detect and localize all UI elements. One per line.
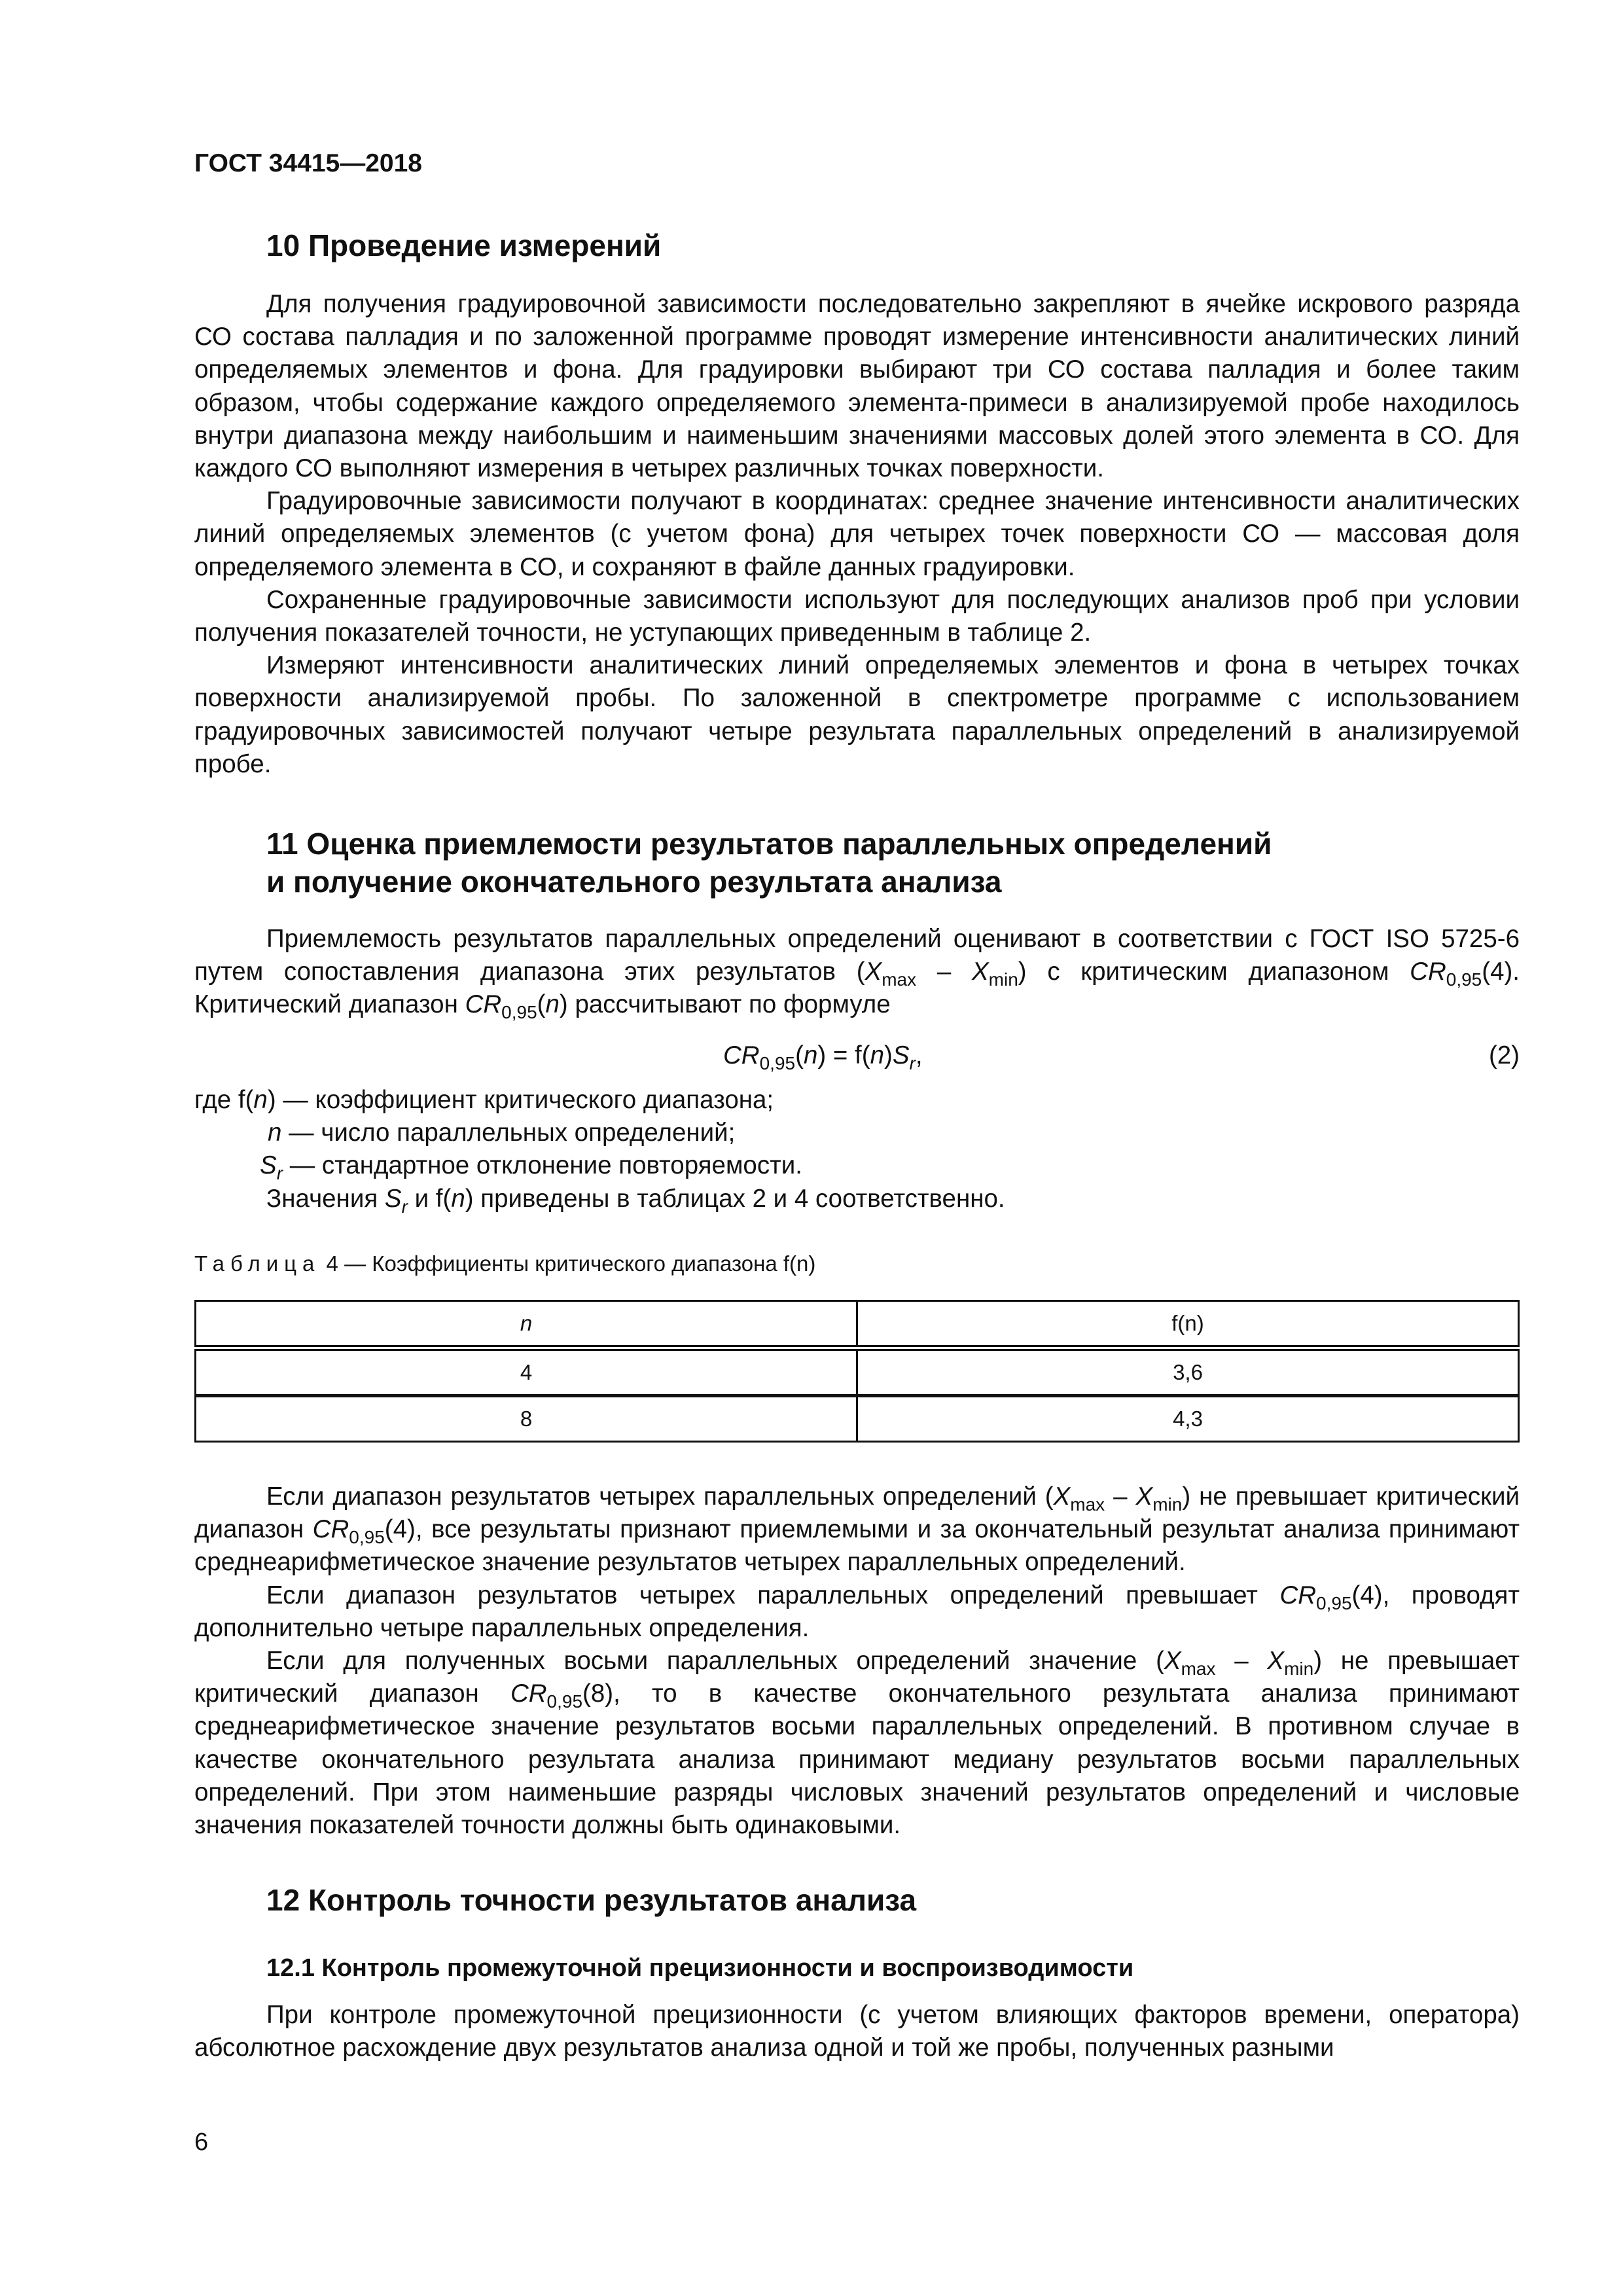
italic-symbol: X <box>1053 1482 1071 1511</box>
text-run: ( <box>795 1041 804 1069</box>
italic-symbol: CR <box>1279 1581 1317 1609</box>
table-header-row <box>196 1301 1519 1348</box>
text-run: – <box>916 958 972 986</box>
subscript-text: r <box>276 1163 283 1184</box>
italic-symbol: CR <box>312 1515 349 1544</box>
formula-number: (2) <box>1488 1041 1520 1069</box>
table-cell: 4 <box>196 1348 857 1396</box>
table-cell: 8 <box>196 1396 857 1442</box>
paragraph <box>194 1480 1520 1579</box>
italic-symbol: CR <box>465 990 502 1019</box>
subscript-text: r <box>909 1053 916 1073</box>
text-run: , <box>915 1041 923 1069</box>
italic-symbol: n <box>545 990 560 1019</box>
table-row <box>196 1348 1519 1396</box>
section-11-heading <box>266 825 1272 901</box>
caption-text: 4 — Коэффициенты критического диапазона f(n) <box>320 1251 816 1276</box>
paragraph <box>194 1579 1520 1645</box>
section-10-heading: 10 Проведение измерений <box>266 228 662 262</box>
italic-symbol: S <box>384 1184 402 1213</box>
text-run: Сохраненные градуировочные зависимости используют для последующих анализов проб при условии получения показателей точности, не уступающих приведенным в таблице 2. <box>194 585 1520 647</box>
subscript-text: 0,95 <box>1446 969 1482 990</box>
table-4 <box>194 1300 1520 1443</box>
paragraph <box>194 649 1520 781</box>
italic-symbol: n <box>870 1041 884 1069</box>
section-12-heading: 12 Контроль точности результатов анализа <box>266 1883 917 1917</box>
subscript-text: max <box>882 969 917 990</box>
text-run: ) = f( <box>817 1041 870 1069</box>
text-run: ) не превышает критический диапазон <box>194 1647 1520 1708</box>
subscript-text: 0,95 <box>759 1053 796 1073</box>
italic-symbol: CR <box>1410 958 1446 986</box>
text-run: Градуировочные зависимости получают в координатах: среднее значение интенсивности аналитических линий определяемых элементов (с учетом фона) для четырех точек поверхности СО — массовая доля определяемого элемента в СО, и сохраняют в файле данных градуировки. <box>194 487 1520 581</box>
italic-symbol: CR <box>723 1041 760 1069</box>
table-cell: 3,6 <box>857 1348 1519 1396</box>
italic-symbol: X <box>1135 1482 1153 1511</box>
subscript-text: 0,95 <box>546 1691 583 1712</box>
section-10-body <box>194 288 1520 781</box>
text-run: ) не превышает критический диапазон <box>194 1482 1520 1544</box>
section-11-intro <box>194 923 1520 1022</box>
italic-symbol: CR <box>510 1679 547 1708</box>
text-run: – <box>1105 1482 1136 1511</box>
legend-line <box>194 1084 1520 1117</box>
italic-symbol: n <box>253 1086 268 1114</box>
subscript-text: 0,95 <box>501 1002 537 1023</box>
text-run: Измеряют интенсивности аналитических линий определяемых элементов и фона в четырех точках поверхности анализируемой пробы. По заложенной в спектрометре программе с использованием градуировочных зависимостей получают четыре результата параллельных определений в анализируемой пробе. <box>194 651 1520 778</box>
subscript-text: min <box>1284 1659 1314 1679</box>
text-run: Если диапазон результатов четырех параллельных определений ( <box>266 1482 1054 1511</box>
text-run: ) с критическим диапазоном <box>1018 958 1410 986</box>
page-number: 6 <box>194 2128 209 2156</box>
text-run: Значения <box>266 1184 385 1213</box>
paragraph <box>194 923 1520 1022</box>
subscript-text: max <box>1070 1494 1105 1515</box>
caption-label: Таблица <box>194 1251 321 1276</box>
italic-symbol: S <box>260 1151 277 1180</box>
text-run: — стандартное отклонение повторяемости. <box>283 1151 802 1180</box>
text-run: где f( <box>194 1086 254 1114</box>
subscript-text: 0,95 <box>1316 1592 1352 1613</box>
legend-line <box>194 1117 1520 1149</box>
text-run: (8), то в качестве окончательного результата анализа принимают среднеарифметическое значение результатов восьми параллельных определений. В противном случае в качестве окончательного результата анализа принимают медиану результатов восьми параллельных определений. При этом наименьшие разряды числовых значений результатов определений и числовые значения показателей точности должны быть одинаковыми. <box>194 1679 1520 1840</box>
table-4-caption <box>194 1251 815 1276</box>
section-11-heading-line-2: и получение окончательного результата анализа <box>266 865 1002 899</box>
formula-legend <box>194 1084 1520 1215</box>
text-run: ) приведены в таблицах 2 и 4 соответственно. <box>465 1184 1005 1213</box>
section-11-heading-line-1: 11 Оценка приемлемости результатов параллельных определений <box>266 827 1272 861</box>
text-run: — число параллельных определений; <box>281 1119 736 1147</box>
text-run: ) <box>884 1041 893 1069</box>
italic-symbol: n <box>268 1119 282 1147</box>
italic-symbol: X <box>865 958 882 986</box>
table-cell: 4,3 <box>857 1396 1519 1442</box>
text-run: При контроле промежуточной прецизионности (с учетом влияющих факторов времени, оператора) абсолютное расхождение двух результатов анализа одной и той же пробы, полученных разными <box>194 2001 1520 2062</box>
paragraph <box>194 288 1520 485</box>
subscript-text: min <box>988 969 1018 990</box>
table-row <box>196 1396 1519 1442</box>
legend-line <box>194 1149 1520 1182</box>
italic-symbol: X <box>1164 1647 1181 1676</box>
section-11-body <box>194 1480 1520 1842</box>
text-run: (4), все результаты признают приемлемыми и за окончательный результат анализа принимают среднеарифметическое значение результатов четырех параллельных определений. <box>194 1515 1520 1577</box>
text-run: ) рассчитывают по формуле <box>559 990 891 1019</box>
paragraph <box>194 1999 1520 2064</box>
text-run: (4). Критический диапазон <box>194 958 1520 1019</box>
italic-symbol: n <box>451 1184 465 1213</box>
subsection-12-1-heading: 12.1 Контроль промежуточной прецизионности и воспроизводимости <box>266 1954 1134 1982</box>
text-run: – <box>1215 1647 1268 1676</box>
paragraph <box>194 485 1520 584</box>
subscript-text: 0,95 <box>349 1527 385 1548</box>
text-run: Для получения градуировочной зависимости последовательно закрепляют в ячейке искрового разряда СО состава палладия и по заложенной программе проводят измерение интенсивности аналитических линий определяемых элементов и фона. Для градуировки выбирают три СО состава палладия и более таким образом, чтобы содержание каждого определяемого элемента-примеси в анализируемой пробе находилось внутри диапазона между наибольшим и наименьшим значениями массовых долей этого элемента в СО. Для каждого СО выполняют измерения в четырех различных точках поверхности. <box>194 290 1520 483</box>
italic-symbol: S <box>892 1041 910 1069</box>
legend-line <box>194 1183 1520 1215</box>
page-header-standard-number: ГОСТ 34415—2018 <box>194 149 422 177</box>
text-run: Если для полученных восьми параллельных определений значение ( <box>266 1647 1164 1676</box>
section-12-body <box>194 1999 1520 2064</box>
italic-symbol: X <box>1267 1647 1285 1676</box>
header-cell-fn: f(n) <box>857 1301 1519 1348</box>
paragraph <box>194 584 1520 649</box>
text-run: ) — коэффициент критического диапазона; <box>267 1086 774 1114</box>
subscript-text: max <box>1181 1659 1216 1679</box>
subscript-text: min <box>1152 1494 1183 1515</box>
italic-symbol: n <box>803 1041 818 1069</box>
paragraph <box>194 1645 1520 1842</box>
header-cell-n: n <box>196 1301 857 1348</box>
text-run: Если диапазон результатов четырех параллельных определений превышает <box>266 1581 1280 1609</box>
text-run: ( <box>537 990 546 1019</box>
italic-symbol: X <box>971 958 989 986</box>
subscript-text: r <box>401 1196 408 1217</box>
text-run: (4), проводят дополнительно четыре параллельных определения. <box>194 1581 1520 1642</box>
formula-expression <box>723 1039 923 1072</box>
text-run: Приемлемость результатов параллельных определений оценивают в соответствии с ГОСТ ISO 5725-6 путем сопоставления диапазона этих результатов ( <box>194 925 1520 986</box>
text-run: и f( <box>407 1184 452 1213</box>
